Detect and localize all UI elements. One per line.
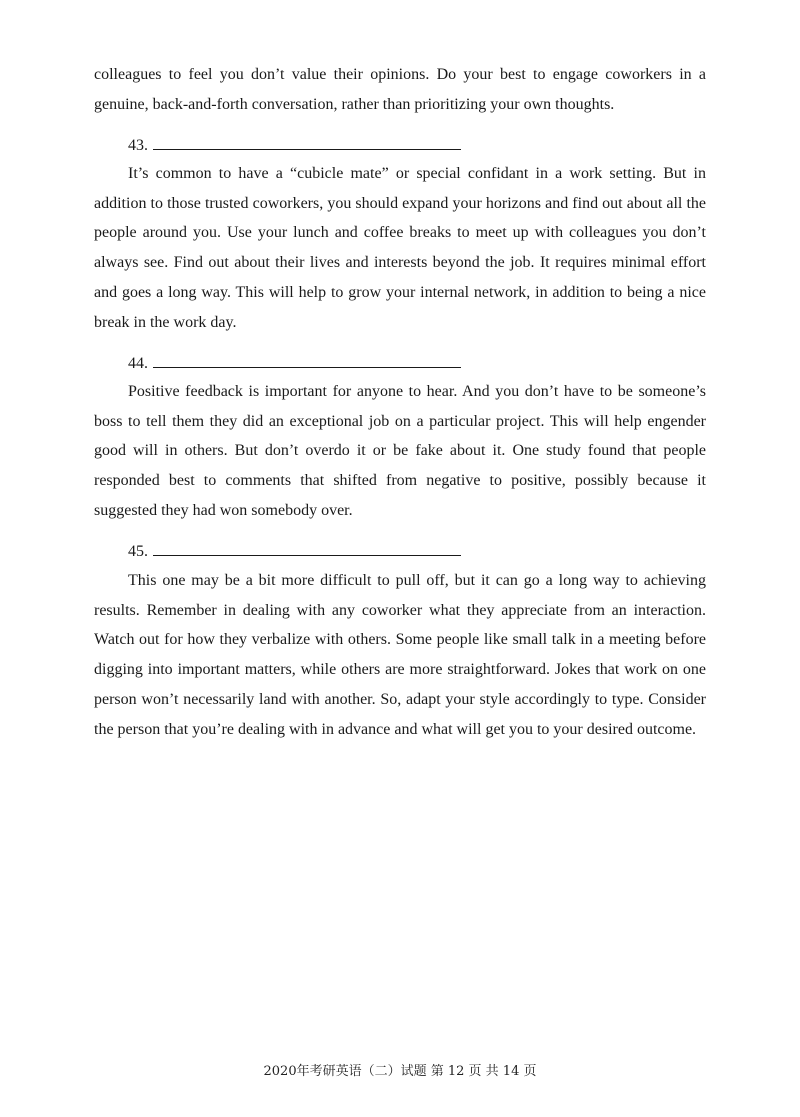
question-44-number: 44. (128, 355, 148, 372)
question-45-number: 45. (128, 543, 148, 560)
question-45-line (128, 541, 461, 562)
question-43-answer-blank[interactable] (153, 135, 461, 150)
question-44-answer-blank[interactable] (153, 353, 461, 368)
question-44-line (128, 353, 461, 374)
paragraph-45: This one may be a bit more difficult to pull off, but it can go a long way to achieving results. Remember in dealing with any coworker what they appreciate from an interaction. Watch out for how they verbalize with others. Some people like small talk in a meeting before digging into important matters, while others are more straightforward. Jokes that work on one person won’t necessarily land with another. So, adapt your style accordingly to type. Consider the person that you’re dealing with in advance and what will get you to your desired outcome. (94, 572, 706, 738)
continuation-paragraph: colleagues to feel you don’t value their opinions. Do your best to engage coworkers in a genuine, back-and-forth conversation, rather than prioritizing your own thoughts. (94, 66, 706, 113)
question-43-number: 43. (128, 137, 148, 154)
question-43-line (128, 135, 461, 156)
question-45-answer-blank[interactable] (153, 541, 461, 556)
page-footer: 2020年考研英语（二）试题 第 12 页 共 14 页 (263, 1064, 537, 1079)
paragraph-44: Positive feedback is important for anyone to hear. And you don’t have to be someone’s boss to tell them they did an exceptional job on a particular project. This will help engender good will in others. But don’t overdo it or be fake about it. One study found that people responded best to comments that shifted from negative to positive, possibly because it suggested they had won somebody over. (94, 383, 706, 519)
paragraph-43: It’s common to have a “cubicle mate” or special confidant in a work setting. But in addition to those trusted coworkers, you should expand your horizons and find out about all the people around you. Use your lunch and coffee breaks to meet up with colleagues you don’t always see. Find out about their lives and interests beyond the job. It requires minimal effort and goes a long way. This will help to grow your internal network, in addition to being a nice break in the work day. (94, 165, 706, 331)
